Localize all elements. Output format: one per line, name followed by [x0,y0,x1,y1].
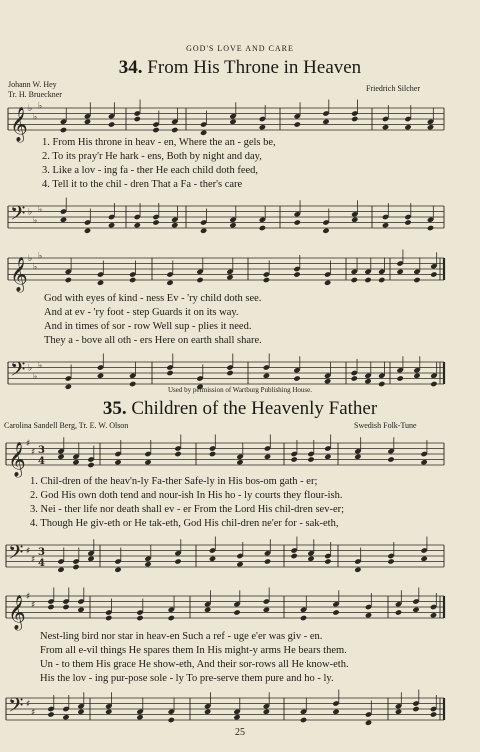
note-head [387,456,394,462]
note-head [413,277,420,283]
hymn-34-title [0,57,480,79]
note-head [351,277,358,283]
hymn-35-system-2-line-2: From all e-vil things He spares them In His might-y arms He bears them. [40,645,347,656]
note-head [378,277,385,283]
note-head [62,604,69,610]
note-head [166,370,173,376]
note-head [420,556,427,562]
note-head [263,607,270,613]
page-number: 25 [235,727,245,738]
hymn-34-system-2-treble-staff [0,251,480,292]
note-head [365,612,372,618]
hymn-35-number: 35. [102,398,127,419]
note-head [324,378,331,384]
hymn-35-system-2-bass-staff [0,692,480,728]
time-signature-top: 3 [38,445,45,456]
note-head [65,277,72,283]
treble-clef-icon: 𝄞 [10,257,28,292]
flat-icon: ♭ [28,104,33,114]
note-head [233,609,240,615]
time-signature-bottom: 4 [38,558,45,569]
note-head [294,219,301,225]
sharp-icon: ♯ [31,600,36,611]
note-head [72,564,79,570]
note-head [236,561,243,567]
note-head [77,709,84,715]
note-head [144,561,151,567]
note-head [427,225,434,231]
treble-clef-icon: 𝄞 [10,107,28,142]
note-head [134,222,141,228]
note-head [412,706,419,712]
note-head [351,116,358,122]
note-head [97,280,104,286]
treble-clef-icon: 𝄞 [8,442,26,477]
hymn-34-system-1-line-3: 3. Like a lov - ing fa - ther He each child doth feed, [42,165,259,176]
note-head [264,558,271,564]
note-head [60,217,67,223]
permission-note: Used by permission of Wartburg Publishing House. [167,386,313,394]
flat-icon: ♭ [28,207,33,218]
note-head [263,277,270,283]
note-head [294,121,301,127]
bass-clef-icon: 𝄢 [10,201,26,230]
note-head [152,127,159,133]
flat-icon: ♭ [28,363,33,374]
note-head [290,553,297,559]
hymn-35-system-1-line-2: 2. God His own doth tend and nour-ish In His ho - ly courts they flour-ish. [30,490,343,501]
note-head [395,609,402,615]
section-heading: GOD'S LOVE AND CARE [186,44,294,53]
note-head [324,558,331,564]
note-head [382,124,389,130]
note-head [300,717,307,723]
note-head [226,274,233,280]
note-head [236,459,243,465]
note-head [77,607,84,613]
note-head [57,454,64,460]
bass-clef-icon: 𝄢 [8,540,24,569]
note-head [136,615,143,621]
note-head [263,373,270,379]
note-head [365,720,372,726]
note-head [322,119,329,125]
note-head [200,228,207,234]
hymn-35-system-1-line-3: 3. Nei - ther life nor death shall ev - er From the Lord His chil-dren sev-er; [30,504,345,515]
time-signature-bottom: 4 [38,456,45,467]
note-head [293,271,300,277]
flat-icon: ♭ [33,112,38,123]
hymn-34-system-2-line-1: God with eyes of kind - ness Ev - 'ry child doth see. [44,293,262,304]
note-head [259,124,266,130]
note-head [351,375,358,381]
note-head [364,277,371,283]
note-head [174,558,181,564]
hymn-34-system-1-line-4: 4. Tell it to the chil - dren That a Fa - ther's care [42,179,243,190]
note-head [134,116,141,122]
note-head [129,277,136,283]
note-head [136,714,143,720]
note-head [324,454,331,460]
note-head [166,280,173,286]
note-head [108,222,115,228]
sharp-icon: ♯ [31,554,36,565]
note-head [114,567,121,573]
note-head [204,709,211,715]
hymn-35-system-1-line-4: 4. Though He giv-eth or He tak-eth, God His chil-dren ne'er for - sak-eth, [30,518,339,529]
hymn-35-title-text: Children of the Heavenly Father [131,398,378,419]
hymn-35-system-1-treble-staff [0,437,480,477]
note-head [322,228,329,234]
note-head [259,225,266,231]
note-head [105,615,112,621]
note-head [152,219,159,225]
hymn-35-title [0,398,480,420]
note-head [354,454,361,460]
note-head [47,604,54,610]
hymn-34-number: 34. [118,57,143,78]
note-head [307,456,314,462]
note-head [430,711,437,717]
time-signature-top: 3 [38,547,45,558]
sharp-icon: ♯ [26,439,31,449]
note-head [396,375,403,381]
hymn-35-system-2-line-4: His the lov - ing pur-pose sole - ly To pre-serve them pure and ho - ly. [40,673,334,684]
hymn-34-system-2-line-4: They a - bove all oth - ers Here on earth shall share. [44,335,262,346]
note-head [97,373,104,379]
hymn-35-system-1-bass-staff [0,539,480,575]
treble-clef-icon: 𝄞 [8,595,26,630]
note-head [307,556,314,562]
hymn-34-system-2-line-3: And in times of sor - row Well sup - plies it need. [44,321,252,332]
hymn-34-translator: Tr. H. Brueckner [8,90,62,99]
hymn-35-author: Carolina Sandell Berg, Tr. E. W. Olson [4,421,129,430]
note-head [396,269,403,275]
note-head [174,451,181,457]
note-head [364,378,371,384]
hymn-35-system-1-line-1: 1. Chil-dren of the heav'n-ly Fa-ther Safe-ly in His bos-om gath - er; [30,476,318,487]
note-head [144,459,151,465]
note-head [324,280,331,286]
note-head [72,459,79,465]
sharp-icon: ♯ [31,707,36,718]
hymn-34-composer: Friedrich Silcher [366,84,420,93]
hymn-35-system-2-line-1: Nest-ling bird nor star in heav-en Such a ref - uge e'er was giv - en. [40,631,323,642]
note-head [233,714,240,720]
hymn-35-composer: Swedish Folk-Tune [354,421,417,430]
hymn-35-system-2-treble-staff [0,590,480,630]
note-head [351,217,358,223]
note-head [412,607,419,613]
note-head [413,373,420,379]
note-head [47,711,54,717]
hymn-35-system-2-line-3: Un - to them His grace He show-eth, And their sor-rows all He know-eth. [40,659,349,670]
note-head [382,222,389,228]
note-head [226,370,233,376]
note-head [62,714,69,720]
note-head [108,121,115,127]
sharp-icon: ♯ [26,546,31,557]
sharp-icon: ♯ [26,699,31,710]
note-head [263,709,270,715]
note-head [171,127,178,133]
note-head [204,607,211,613]
note-head [60,127,67,133]
hymn-34-system-1-line-1: 1. From His throne in heav - en, Where the an - gels be, [42,137,276,148]
flat-icon: ♭ [38,101,43,112]
note-head [404,124,411,130]
note-head [87,556,94,562]
note-head [200,130,207,136]
note-head [168,615,175,621]
flat-icon: ♭ [38,251,43,262]
flat-icon: ♭ [33,262,38,273]
flat-icon: ♭ [38,204,43,215]
note-head [209,451,216,457]
hymn-34-system-1-line-2: 2. To its pray'r He hark - ens, Both by night and day, [42,151,262,162]
note-head [300,615,307,621]
flat-icon: ♭ [38,360,43,371]
note-head [114,459,121,465]
bass-clef-icon: 𝄢 [8,693,24,722]
note-head [105,709,112,715]
note-head [87,462,94,468]
hymn-34-system-2-line-2: And at ev - 'ry foot - step Guards it on its way. [44,307,239,318]
note-head [427,124,434,130]
note-head [430,612,437,618]
note-head [354,567,361,573]
note-head [57,567,64,573]
note-head [420,459,427,465]
note-head [293,375,300,381]
note-head [395,709,402,715]
note-head [332,609,339,615]
hymn-34-title-text: From His Throne in Heaven [147,57,362,78]
note-head [171,222,178,228]
note-head [168,717,175,723]
flat-icon: ♭ [33,215,38,226]
sharp-icon: ♯ [26,592,31,602]
note-head [229,119,236,125]
note-head [84,228,91,234]
sharp-icon: ♯ [31,447,36,458]
flat-icon: ♭ [28,254,33,264]
hymn-34-system-1-treble-staff [0,101,480,142]
note-head [196,277,203,283]
note-head [332,709,339,715]
flat-icon: ♭ [33,371,38,382]
hymn-34-system-1-bass-staff [0,200,480,236]
note-head [84,119,91,125]
note-head [229,222,236,228]
hymn-34-author: Johann W. Hey [8,80,57,89]
note-head [430,271,437,277]
note-head [404,219,411,225]
note-head [209,556,216,562]
note-head [387,558,394,564]
note-head [290,456,297,462]
note-head [264,454,271,460]
bass-clef-icon: 𝄢 [10,357,26,386]
